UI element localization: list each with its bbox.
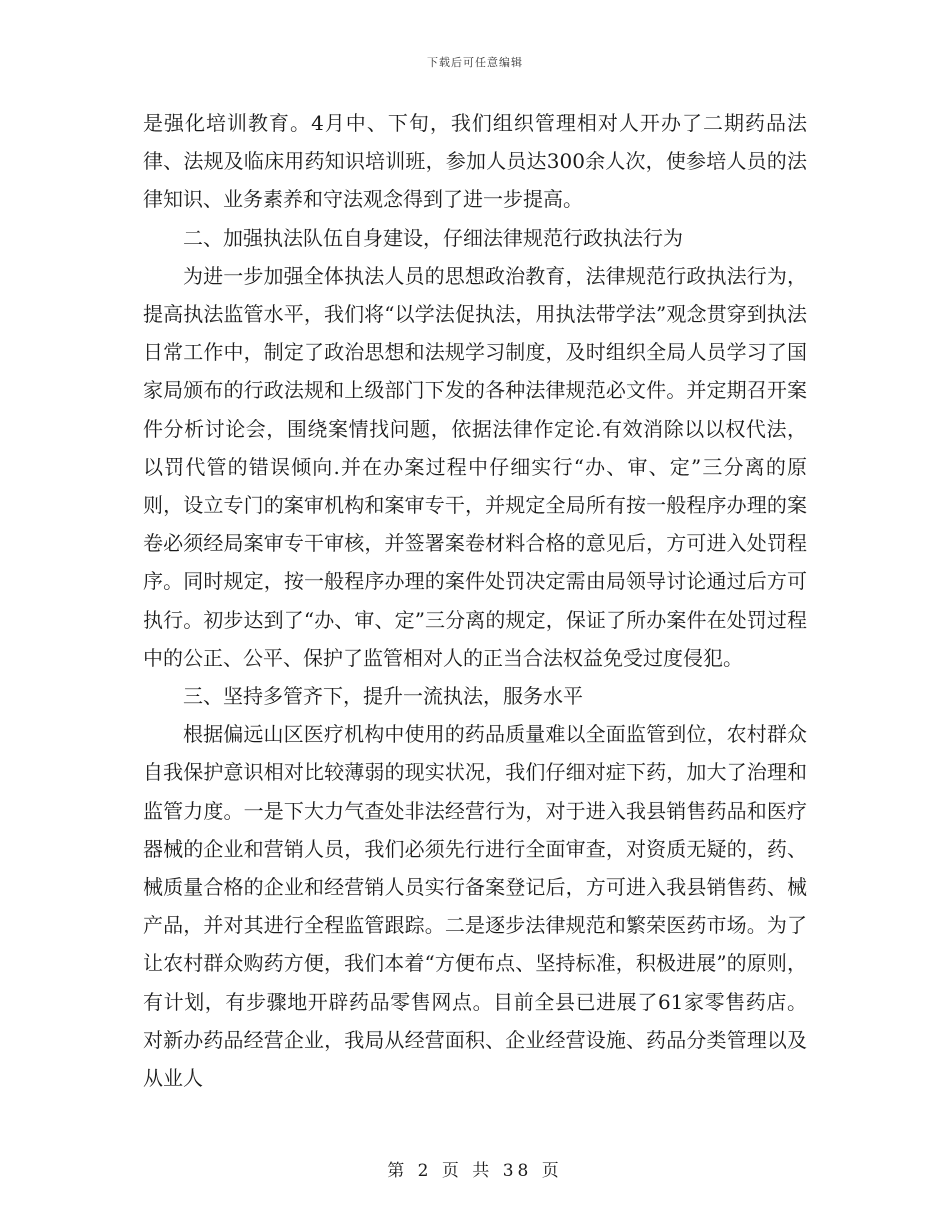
- paragraph-2: 为进一步加强全体执法人员的思想政治教育，法律规范行政执法行为，提高执法监管水平，我们将“以学法促执法，用执法带学法”观念贯穿到执法日常工作中，制定了政治思想和法规学习制度，及时组织全局人员学习了国家局颁布的行政法规和上级部门下发的各种法律规范必文件。并定期召开案件分析讨论会，围绕案情找问题，依据法律作定论.有效消除以以权代法，以罚代管的错误倾向.并在办案过程中仔细实行“办、审、定”三分离的原则，设立专门的案审机构和案审专干，并规定全局所有按一般程序办理的案卷必须经局案审专干审核，并签署案卷材料合格的意见后，方可进入处罚程序。同时规定，按一般程序办理的案件处罚决定需由局领导讨论通过后方可执行。初步达到了“办、审、定”三分离的规定，保证了所办案件在处罚过程中的公正、公平、保护了监管相对人的正当合法权益免受过度侵犯。: [143, 263, 807, 670]
- section-heading-2: 二、加强执法队伍自身建设，仔细法律规范行政执法行为: [183, 225, 683, 250]
- paragraph-3: 根据偏远山区医疗机构中使用的药品质量难以全面监管到位，农村群众自我保护意识相对比较薄弱的现实状况，我们仔细对症下药，加大了治理和监管力度。一是下大力气查处非法经营行为，对于进入我县销售药品和医疗器械的企业和营销人员，我们必须先行进行全面审查，对资质无疑的，药、械质量合格的企业和经营销人员实行备案登记后，方可进入我县销售药、械产品，并对其进行全程监管跟踪。二是逐步法律规范和繁荣医药市场。为了让农村群众购药方便，我们本着“方便布点、坚持标准，积极进展”的原则，有计划，有步骤地开辟药品零售网点。目前全县已进展了61家零售药店。对新办药品经营企业，我局从经营面积、企业经营设施、药品分类管理以及从业人: [143, 722, 807, 1091]
- document-body: [143, 104, 807, 1097]
- page-header-note: 下载后可任意编辑: [427, 56, 523, 69]
- page-number: 第 2 页 共 38 页: [387, 1161, 563, 1181]
- section-heading-3: 三、坚持多管齐下，提升一流执法，服务水平: [183, 684, 583, 709]
- paragraph-1: 是强化培训教育。4月中、下旬，我们组织管理相对人开办了二期药品法律、法规及临床用药知识培训班，参加人员达300余人次，使参培人员的法律知识、业务素养和守法观念得到了进一步提高。: [143, 111, 807, 212]
